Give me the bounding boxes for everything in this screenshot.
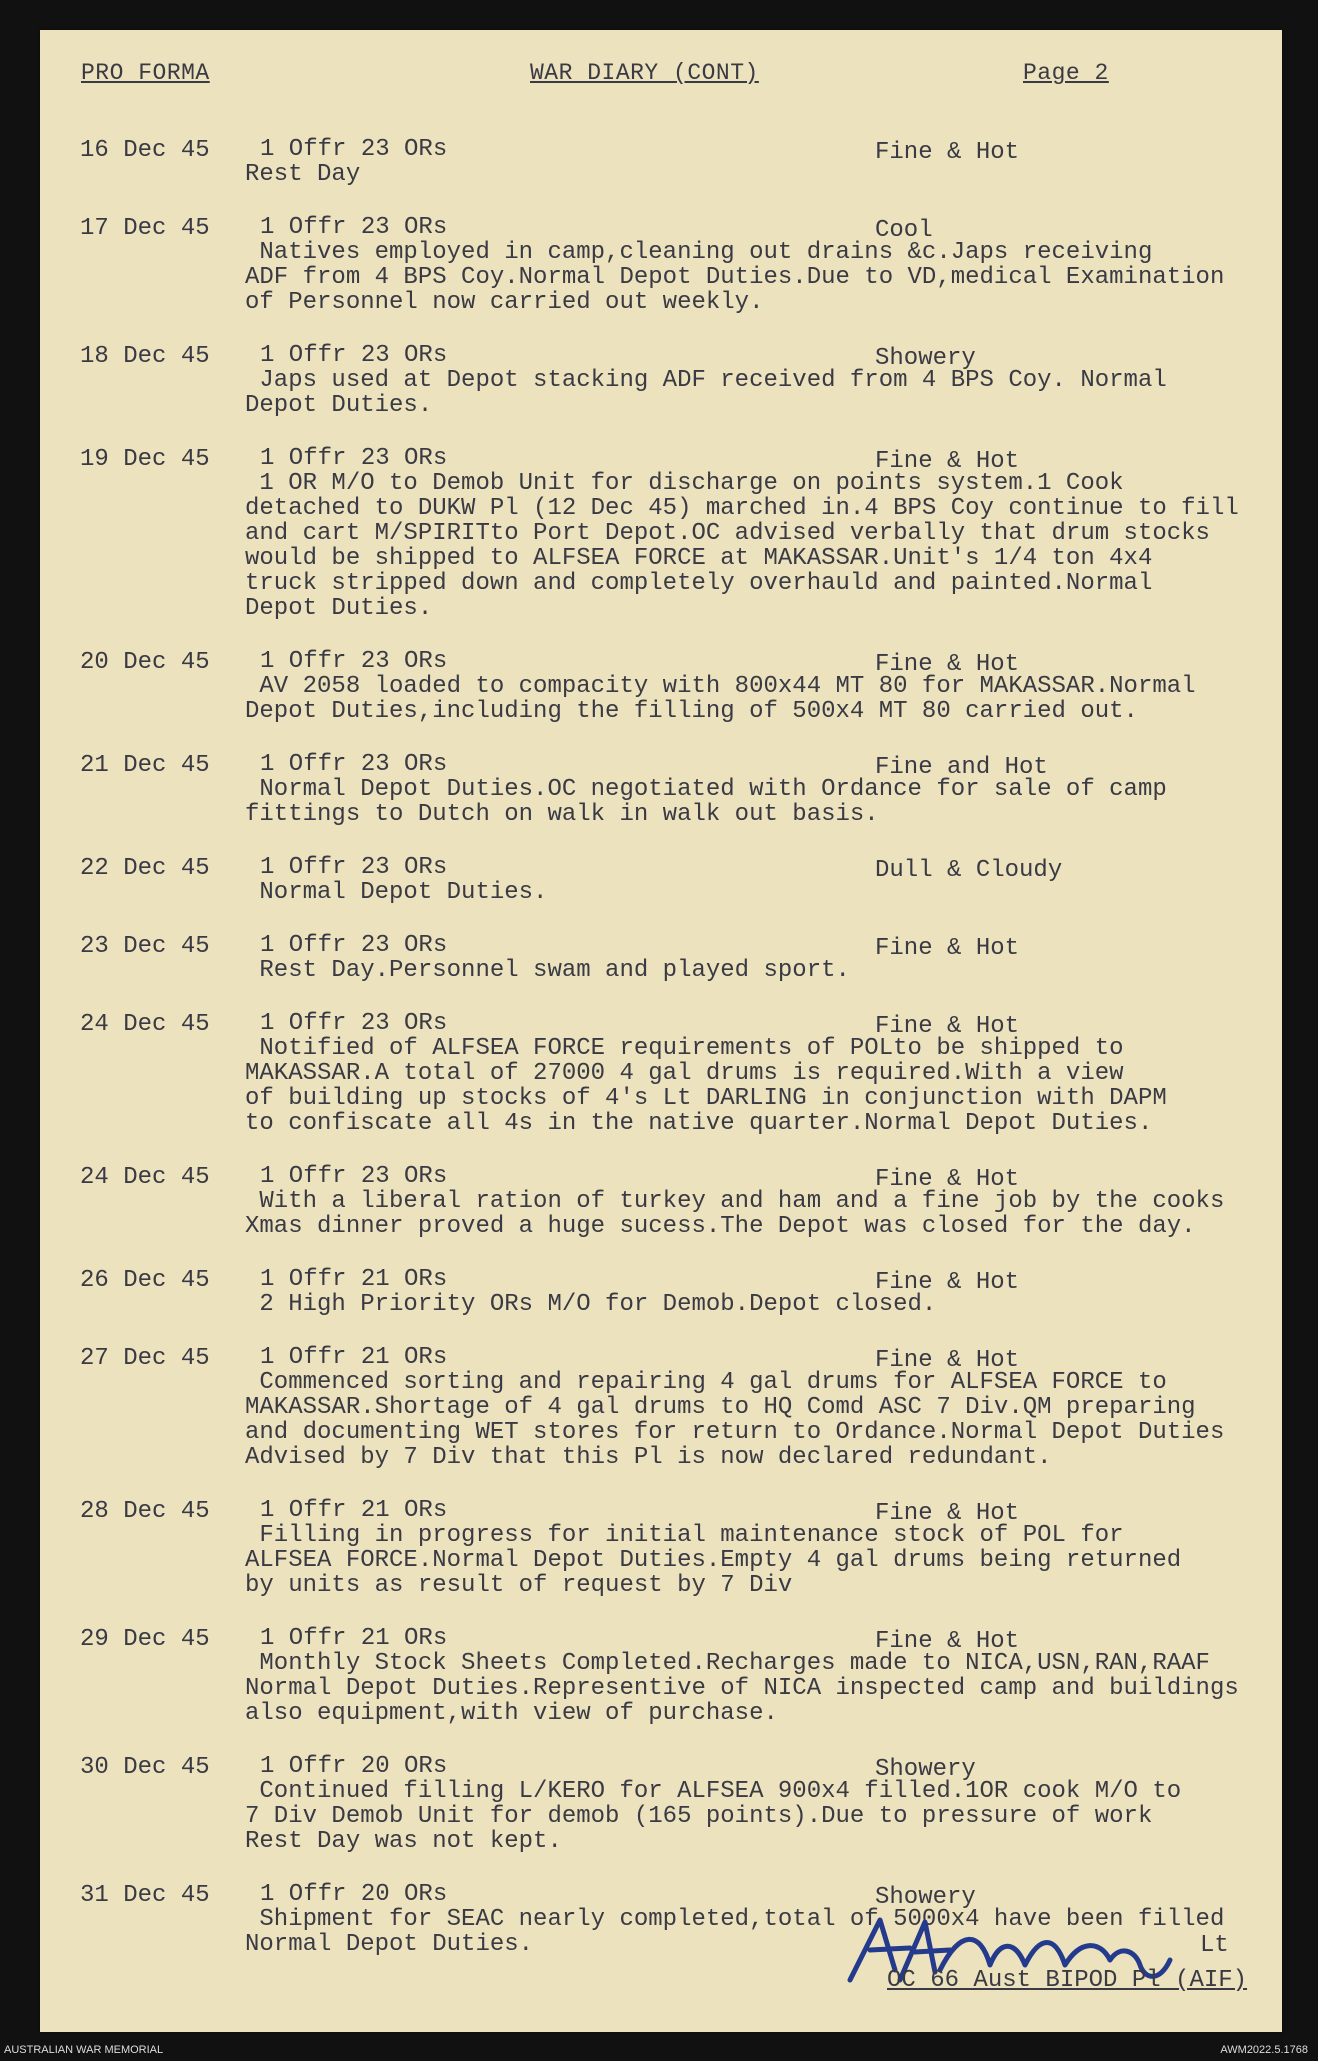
entry-strength: 1 Offr 23 ORs: [260, 932, 448, 959]
diary-page: [40, 30, 1282, 2032]
entry-strength: 1 Offr 23 ORs: [260, 751, 448, 778]
diary-entry: [40, 1267, 1282, 1317]
pro-forma-label: PRO FORMA: [81, 60, 210, 86]
entry-date: 21 Dec 45: [80, 752, 210, 779]
entry-weather: Cool: [875, 217, 933, 244]
entry-date: 24 Dec 45: [80, 1011, 210, 1038]
entry-narrative: Normal Depot Duties.: [245, 879, 548, 906]
entry-date: 29 Dec 45: [80, 1626, 210, 1653]
entry-strength: 1 Offr 21 ORs: [260, 1344, 448, 1371]
page-number: Page 2: [1023, 60, 1109, 86]
entry-strength: 1 Offr 23 ORs: [260, 445, 448, 472]
diary-entry: [40, 446, 1282, 621]
entry-strength: 1 Offr 23 ORs: [260, 214, 448, 241]
entry-date: 28 Dec 45: [80, 1498, 210, 1525]
signature-unit: OC 66 Aust BIPOD Pl (AIF): [887, 1967, 1248, 1994]
entry-narrative: Notified of ALFSEA FORCE requirements of POLto be shipped to MAKASSAR.A total of 27000 4 gal drums is required.With a view of building up stocks of 4's Lt DARLING in conjunction with DAPM to confiscate all 4s in the native quarter.Normal Depot Duties.: [245, 1035, 1167, 1137]
entry-strength: 1 Offr 21 ORs: [260, 1497, 448, 1524]
entry-date: 27 Dec 45: [80, 1345, 210, 1372]
entry-strength: 1 Offr 21 ORs: [260, 1625, 448, 1652]
entry-narrative: With a liberal ration of turkey and ham and a fine job by the cooks Xmas dinner proved a huge sucess.The Depot was closed for the day.: [245, 1188, 1225, 1240]
diary-entry: [40, 1011, 1282, 1136]
entry-weather: Fine and Hot: [875, 754, 1048, 781]
entry-weather: Fine & Hot: [875, 1500, 1020, 1527]
entry-strength: 1 Offr 23 ORs: [260, 1163, 448, 1190]
entry-strength: 1 Offr 23 ORs: [260, 1010, 448, 1037]
diary-entries: [40, 137, 1282, 1985]
entry-date: 17 Dec 45: [80, 215, 210, 242]
entry-strength: 1 Offr 23 ORs: [260, 136, 448, 163]
entry-weather: Fine & Hot: [875, 1013, 1020, 1040]
archive-credit: AUSTRALIAN WAR MEMORIAL: [4, 2044, 164, 2056]
diary-entry: [40, 137, 1282, 187]
entry-date: 22 Dec 45: [80, 855, 210, 882]
entry-date: 26 Dec 45: [80, 1267, 210, 1294]
entry-narrative: Commenced sorting and repairing 4 gal drums for ALFSEA FORCE to MAKASSAR.Shortage of 4 gal drums to HQ Comd ASC 7 Div.QM preparing and documenting WET stores for return to Ordance.Normal Depot Duties Advised by 7 Div that this Pl is now declared redundant.: [245, 1369, 1225, 1471]
entry-narrative: 2 High Priority ORs M/O for Demob.Depot closed.: [245, 1291, 937, 1318]
diary-entry: [40, 1164, 1282, 1239]
diary-entry: [40, 1498, 1282, 1598]
entry-narrative: Japs used at Depot stacking ADF received from 4 BPS Coy. Normal Depot Duties.: [245, 367, 1167, 419]
entry-strength: 1 Offr 23 ORs: [260, 648, 448, 675]
entry-weather: Dull & Cloudy: [875, 857, 1063, 884]
signature-rank: Lt: [1200, 1932, 1229, 1959]
entry-narrative: 1 OR M/O to Demob Unit for discharge on points system.1 Cook detached to DUKW Pl (12 Dec 45) marched in.4 BPS Coy continue to fill and cart M/SPIRITto Port Depot.OC advised verbally that drum stocks would be shipped to ALFSEA FORCE at MAKASSAR.Unit's 1/4 ton 4x4 truck stripped down and completely overhauld and painted.Normal Depot Duties.: [245, 470, 1239, 622]
entry-strength: 1 Offr 21 ORs: [260, 1266, 448, 1293]
diary-entry: [40, 1754, 1282, 1854]
entry-weather: Showery: [875, 345, 976, 372]
entry-narrative: Continued filling L/KERO for ALFSEA 900x4 filled.1OR cook M/O to 7 Div Demob Unit for demob (165 points).Due to pressure of work Rest Day was not kept.: [245, 1778, 1182, 1855]
diary-title: WAR DIARY (CONT): [530, 60, 759, 86]
entry-narrative: Natives employed in camp,cleaning out drains &c.Japs receiving ADF from 4 BPS Coy.Normal Depot Duties.Due to VD,medical Examination of Personnel now carried out weekly.: [245, 239, 1225, 316]
entry-narrative: Normal Depot Duties.OC negotiated with Ordance for sale of camp fittings to Dutch on walk in walk out basis.: [245, 776, 1167, 828]
entry-date: 18 Dec 45: [80, 343, 210, 370]
diary-entry: [40, 343, 1282, 418]
diary-entry: [40, 855, 1282, 905]
entry-weather: Fine & Hot: [875, 448, 1020, 475]
entry-date: 20 Dec 45: [80, 649, 210, 676]
diary-entry: [40, 649, 1282, 724]
entry-narrative: Monthly Stock Sheets Completed.Recharges made to NICA,USN,RAN,RAAF Normal Depot Duties.Representive of NICA inspected camp and buildings also equipment,with view of purchase.: [245, 1650, 1239, 1727]
entry-weather: Showery: [875, 1756, 976, 1783]
entry-weather: Fine & Hot: [875, 935, 1020, 962]
entry-weather: Fine & Hot: [875, 1269, 1020, 1296]
diary-entry: [40, 215, 1282, 315]
entry-narrative: Filling in progress for initial maintenance stock of POL for ALFSEA FORCE.Normal Depot Duties.Empty 4 gal drums being returned by units as result of request by 7 Div: [245, 1522, 1182, 1599]
entry-date: 19 Dec 45: [80, 446, 210, 473]
diary-entry: [40, 752, 1282, 827]
diary-entry: [40, 1345, 1282, 1470]
signature-block: [840, 1910, 1260, 2030]
diary-entry: [40, 1626, 1282, 1726]
archive-reference: AWM2022.5.1768: [1220, 2044, 1308, 2056]
entry-strength: 1 Offr 23 ORs: [260, 342, 448, 369]
entry-date: 23 Dec 45: [80, 933, 210, 960]
entry-weather: Fine & Hot: [875, 1347, 1020, 1374]
entry-strength: 1 Offr 20 ORs: [260, 1881, 448, 1908]
entry-date: 31 Dec 45: [80, 1882, 210, 1909]
entry-strength: 1 Offr 20 ORs: [260, 1753, 448, 1780]
entry-weather: Fine & Hot: [875, 651, 1020, 678]
entry-narrative: Rest Day: [245, 161, 361, 188]
entry-weather: Fine & Hot: [875, 1166, 1020, 1193]
diary-entry: [40, 933, 1282, 983]
entry-narrative: AV 2058 loaded to compacity with 800x44 MT 80 for MAKASSAR.Normal Depot Duties,including the filling of 500x4 MT 80 carried out.: [245, 673, 1196, 725]
entry-weather: Fine & Hot: [875, 1628, 1020, 1655]
entry-narrative: Shipment for SEAC nearly completed,total of 5000x4 have been filled Normal Depot Duties.: [245, 1906, 1225, 1958]
entry-strength: 1 Offr 23 ORs: [260, 854, 448, 881]
entry-weather: Fine & Hot: [875, 139, 1020, 166]
entry-date: 16 Dec 45: [80, 137, 210, 164]
entry-date: 30 Dec 45: [80, 1754, 210, 1781]
entry-weather: Showery: [875, 1884, 976, 1911]
entry-date: 24 Dec 45: [80, 1164, 210, 1191]
entry-narrative: Rest Day.Personnel swam and played sport.: [245, 957, 850, 984]
